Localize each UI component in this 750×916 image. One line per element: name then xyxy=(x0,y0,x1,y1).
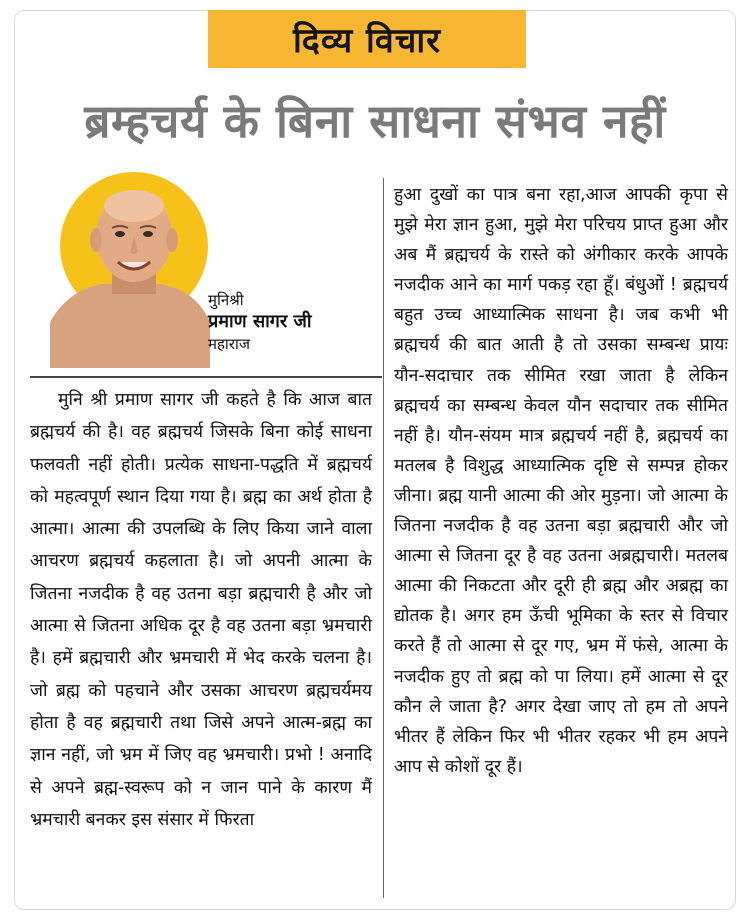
article-column-left xyxy=(30,384,372,836)
section-banner xyxy=(208,10,526,68)
headline-text: ब्रम्हचर्य के बिना साधना संभव नहीं xyxy=(84,94,666,148)
column-divider xyxy=(383,178,384,898)
portrait-image xyxy=(50,172,210,368)
author-name: प्रमाण सागर जी xyxy=(208,311,312,332)
article-text-left: मुनि श्री प्रमाण सागर जी कहते है कि आज बात ब्रह्मचर्य की है। वह ब्रह्मचर्य जिसके बिना कोई साधना फलवती नहीं होती। प्रत्येक साधना-पद्धति में ब्रह्मचर्य को महत्वपूर्ण स्थान दिया गया है। ब्रह्म का अर्थ होता है आत्मा। आत्मा की उपलब्धि के लिए किया जाने वाला आचरण ब्रह्मचर्य कहलाता है। जो अपनी आत्मा के जितना नजदीक है वह उतना बड़ा ब्रह्मचारी है और जो आत्मा से जितना अधिक दूर है वह उतना बड़ा भ्रमचारी है। हमें ब्रह्मचारी और भ्रमचारी में भेद करके चलना है। जो ब्रह्म को पहचाने और उसका आचरण ब्रह्मचर्यमय होता है वह ब्रह्मचारी तथा जिसे अपने आत्म-ब्रह्म का ज्ञान नहीं, जो भ्रम में जिए वह भ्रमचारी। प्रभो ! अनादि से अपने ब्रह्म-स्वरूप को न जान पाने के कारण मैं भ्रमचारी बनकर इस संसार में फिरता xyxy=(30,390,372,830)
portrait-shoulders xyxy=(50,284,210,368)
author-honorific: मुनिश्री xyxy=(208,291,244,309)
section-label: दिव्य विचार xyxy=(292,21,442,61)
headline xyxy=(18,80,732,160)
author-byline xyxy=(208,290,388,354)
author-portrait xyxy=(50,172,210,368)
article-column-right xyxy=(394,180,728,782)
article-text-right: हुआ दुखों का पात्र बना रहा,आज आपकी कृपा से मुझे मेरा ज्ञान हुआ, मुझे मेरा परिचय प्राप्त हुआ और अब मैं ब्रह्मचर्य के रास्ते को अंगीकार करके आपके नजदीक आने का मार्ग पकड़ रहा हूँ। बंधुओं ! ब्रह्मचर्य बहुत उच्च आध्यात्मिक साधना है। जब कभी भी ब्रह्मचर्य की बात आती है तो उसका सम्बन्ध प्रायः यौन-सदाचार तक सीमित रखा जाता है लेकिन ब्रह्मचर्य का सम्बन्ध केवल यौन सदाचार तक सीमित नहीं है। यौन-संयम मात्र ब्रह्मचर्य नहीं है, ब्रह्मचर्य का मतलब है विशुद्ध आध्यात्मिक दृष्टि से सम्पन्न होकर जीना। ब्रह्म यानी आत्मा की ओर मुड़ना। जो आत्मा के जितना नजदीक है वह उतना बड़ा ब्रह्मचारी और जो आत्मा से जितना दूर है वह उतना अब्रह्मचारी। मतलब आत्मा की निकटता और दूरी ही ब्रह्म और अब्रह्म का द्योतक है। अगर हम ऊँची भूमिका के स्तर से विचार करते हैं तो आत्मा से दूर गए, भ्रम में फंसे, आत्मा के नजदीक हुए तो ब्रह्म को पा लिया। हमें आत्मा से दूर कौन ले जाता है? अगर देखा जाए तो हम तो अपने भीतर हैं लेकिन फिर भी भीतर रहकर भी हम अपने आप से कोशों दूर हैं। xyxy=(394,185,728,777)
byline-divider xyxy=(30,376,382,378)
author-suffix: महाराज xyxy=(208,335,250,353)
